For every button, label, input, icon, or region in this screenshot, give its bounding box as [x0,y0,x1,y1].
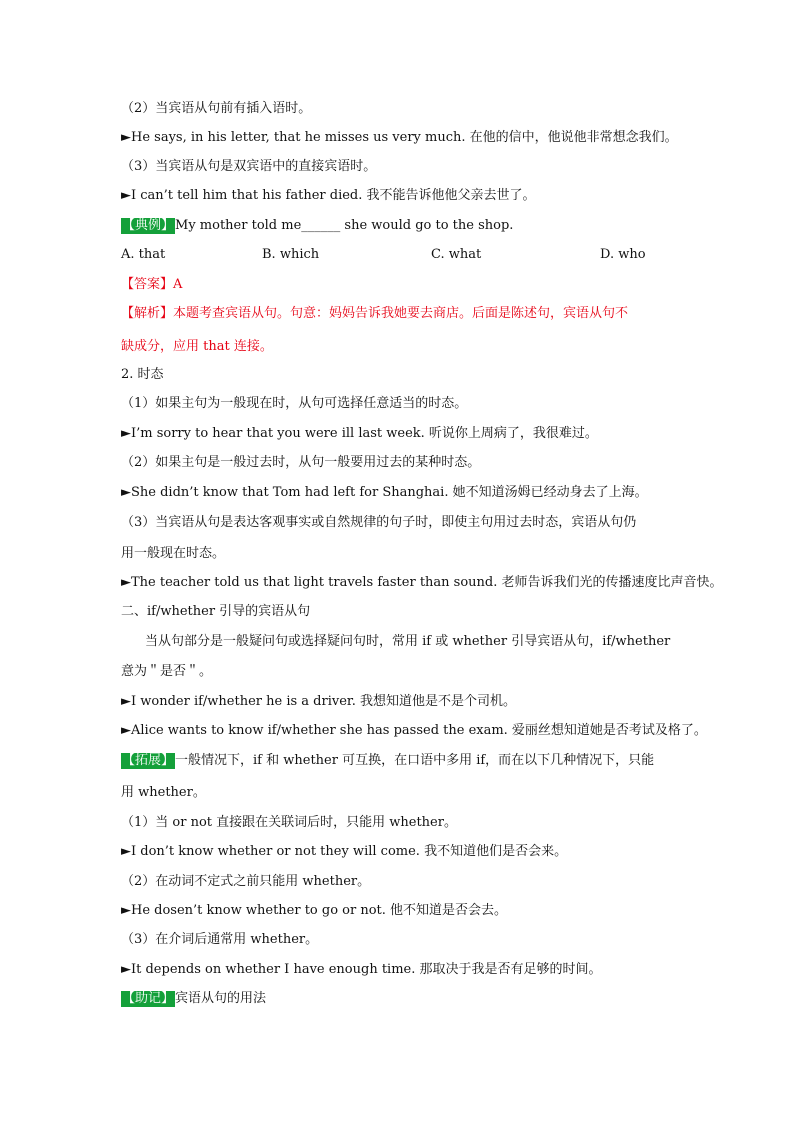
text-line: 当从句部分是一般疑问句或选择疑问句时，常用 if 或 whether 引导宾语从句，if/whether [145,634,671,649]
extension-text: 一般情况下，if 和 whether 可互换，在口语中多用 if，而在以下几种情况下，只能 [175,753,655,768]
answer-text: A [173,277,183,292]
extension-tag: 【拓展】 [122,753,175,768]
option-c: C. what [431,247,482,262]
analysis-tag: 【解析】 [121,306,174,321]
example-sentence: ►I don’t know whether or not they will come. 我不知道他们是否会来。 [121,844,568,859]
section-heading-if-whether: 二、if/whether 引导的宾语从句 [121,604,311,619]
text-line: （2）当宾语从句前有插入语时。 [121,101,312,116]
answer-line [121,277,686,293]
option-b: B. which [262,247,320,262]
memo-line [121,991,686,1007]
section-heading-tense: 2. 时态 [121,367,164,382]
example-sentence: ►I wonder if/whether he is a driver. 我想知道他是不是个司机。 [121,694,516,709]
memo-tag: 【助记】 [122,991,175,1006]
answer-tag: 【答案】 [121,277,174,292]
example-tag: 【典例】 [122,218,175,233]
example-sentence: ►Alice wants to know if/whether she has passed the exam. 爱丽丝想知道她是否考试及格了。 [121,723,707,738]
text-line: （3）在介词后通常用 whether。 [121,932,319,947]
example-sentence: ►I’m sorry to hear that you were ill last week. 听说你上周病了，我很难过。 [121,426,598,441]
analysis-text: 本题考查宾语从句。句意：妈妈告诉我她要去商店。后面是陈述句，宾语从句不 [173,306,629,321]
text-line: （1）如果主句为一般现在时，从句可选择任意适当的时态。 [121,396,468,411]
analysis-line-cont: 缺成分，应用 that 连接。 [121,339,273,354]
example-sentence: ►It depends on whether I have enough time. 那取决于我是否有足够的时间。 [121,962,602,977]
text-line: 意为＂是否＂。 [121,664,213,679]
text-line: 用一般现在时态。 [121,546,226,561]
text-line: （3）当宾语从句是表达客观事实或自然规律的句子时，即使主句用过去时态，宾语从句仍 [121,515,637,530]
example-question-text: My mother told me______ she would go to the shop. [175,218,514,233]
example-sentence: ►The teacher told us that light travels faster than sound. 老师告诉我们光的传播速度比声音快。 [121,575,723,590]
memo-text: 宾语从句的用法 [175,991,267,1006]
text-line: 用 whether。 [121,785,206,800]
option-a: A. that [121,247,166,262]
example-sentence: ►He dosen’t know whether to go or not. 他不知道是否会去。 [121,903,508,918]
analysis-line [121,306,686,322]
option-d: D. who [600,247,646,262]
text-line: （2）在动词不定式之前只能用 whether。 [121,874,371,889]
example-question [121,218,686,234]
example-sentence: ►I can’t tell him that his father died. 我不能告诉他他父亲去世了。 [121,188,536,203]
text-line: （3）当宾语从句是双宾语中的直接宾语时。 [121,159,377,174]
extension-line [121,753,686,769]
text-line: （1）当 or not 直接跟在关联词后时，只能用 whether。 [121,815,457,830]
text-line: （2）如果主句是一般过去时，从句一般要用过去的某种时态。 [121,455,481,470]
example-sentence: ►She didn’t know that Tom had left for Shanghai. 她不知道汤姆已经动身去了上海。 [121,485,648,500]
example-sentence: ►He says, in his letter, that he misses us very much. 在他的信中，他说他非常想念我们。 [121,130,678,145]
